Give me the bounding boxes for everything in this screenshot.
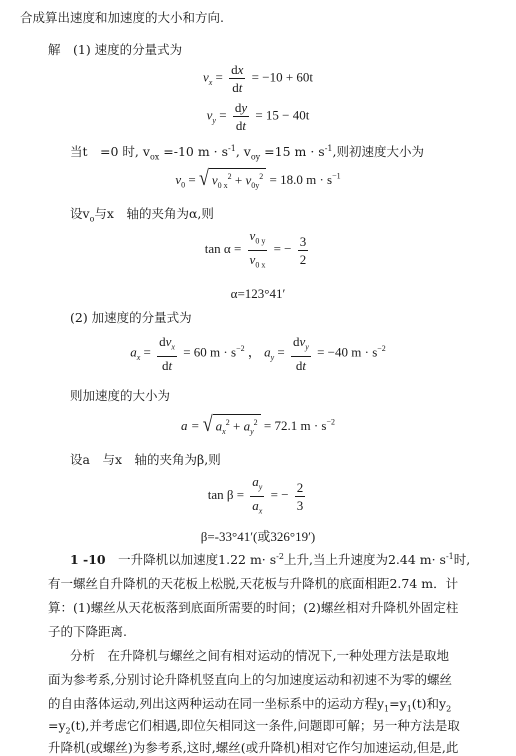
analysis-line: 升降机(或螺丝)为参考系,这时,螺丝(或升降机)相对它作匀加速运动,但是,此 xyxy=(48,740,459,755)
text-line: (2) 加速度的分量式为 xyxy=(70,310,192,325)
equation-vy: $v_y$ = $\frac{dy}{dt}$ = 15 − 40t xyxy=(206,100,310,133)
alpha-value: α=123°41′ xyxy=(230,286,286,301)
text-line: 设$v_o$与x 轴的夹角为α,则 xyxy=(70,206,214,224)
text-line: 当t =0 时, $v_{ox} =-10$ $m \cdot s^{-1}$, $v_{oy} =15$ $m \cdot s^{-1}$,则初速度大小为 xyxy=(70,143,424,162)
analysis-line: 面为参考系,分别讨论升降机竖直向上的匀加速度运动和初速不为零的螺丝 xyxy=(48,672,452,687)
analysis-line: 的自由落体运动,列出这两种运动在同一坐标系中的运动方程$y_1=y_1(t)$和$y_2$ xyxy=(48,696,452,714)
equation-tan-beta: tan β = $\frac{a_y}{a_x}$ = − $\frac{2}{3}$ xyxy=(207,474,304,516)
problem-line: 算：(1)螺丝从天花板落到底面所需要的时间；(2)螺丝相对升降机外固定柱 xyxy=(48,600,459,615)
text-line: 设a 与x 轴的夹角为β,则 xyxy=(70,452,221,467)
problem-line: 子的下降距离. xyxy=(48,624,127,639)
analysis-line: 分析 在升降机与螺丝之间有相对运动的情况下,一种处理方法是取地 xyxy=(70,648,449,663)
problem-line: 1 -10 一升降机以加速度1.22 $m\cdot s^{-2}$上升,当上升速度为2.44 $m\cdot s^{-1}$时, xyxy=(70,551,471,567)
problem-line: 有一螺丝自升降机的天花板上松脱,天花板与升降机的底面相距2.74 m．计 xyxy=(48,576,459,591)
equation-vx: $v_x$ = $\frac{dx}{dt}$ = −10 + 60t xyxy=(202,62,314,95)
beta-value: β=-33°41′(或326°19′) xyxy=(200,529,316,544)
text-line: 则加速度的大小为 xyxy=(70,388,171,403)
text-line: 解 (1) 速度的分量式为 xyxy=(48,42,183,57)
analysis-line: $=y_2(t)$,并考虑它们相遇,即位矢相同这一条件,问题即可解；另一种方法是取 xyxy=(48,718,460,736)
equation-a: a = √ $a_x^2 + a_y^2 = 72.1$ $m \cdot s^{-2}$ xyxy=(0,414,516,440)
equation-tan-alpha: tan α = $\frac{v_{0 y}}{v_{0 x}}$ = − $\frac{3}{2}$ xyxy=(204,228,307,270)
equation-acceleration-components: $a_x$ = $\frac{dv_x}{dt}$ = 60 $m \cdot s^{-2}$ ， $a_y$ = $\frac{dv_y}{dt}$ = −40 $m \cdot s^{-2}$ xyxy=(130,334,386,373)
text-line: 合成算出速度和加速度的大小和方向. xyxy=(20,10,224,25)
equation-v0: $v_0$ = √ $v_{0 x}^2 + v_{0y}^2 = 18.0$ $m \cdot s^{-1}$ xyxy=(0,168,516,194)
